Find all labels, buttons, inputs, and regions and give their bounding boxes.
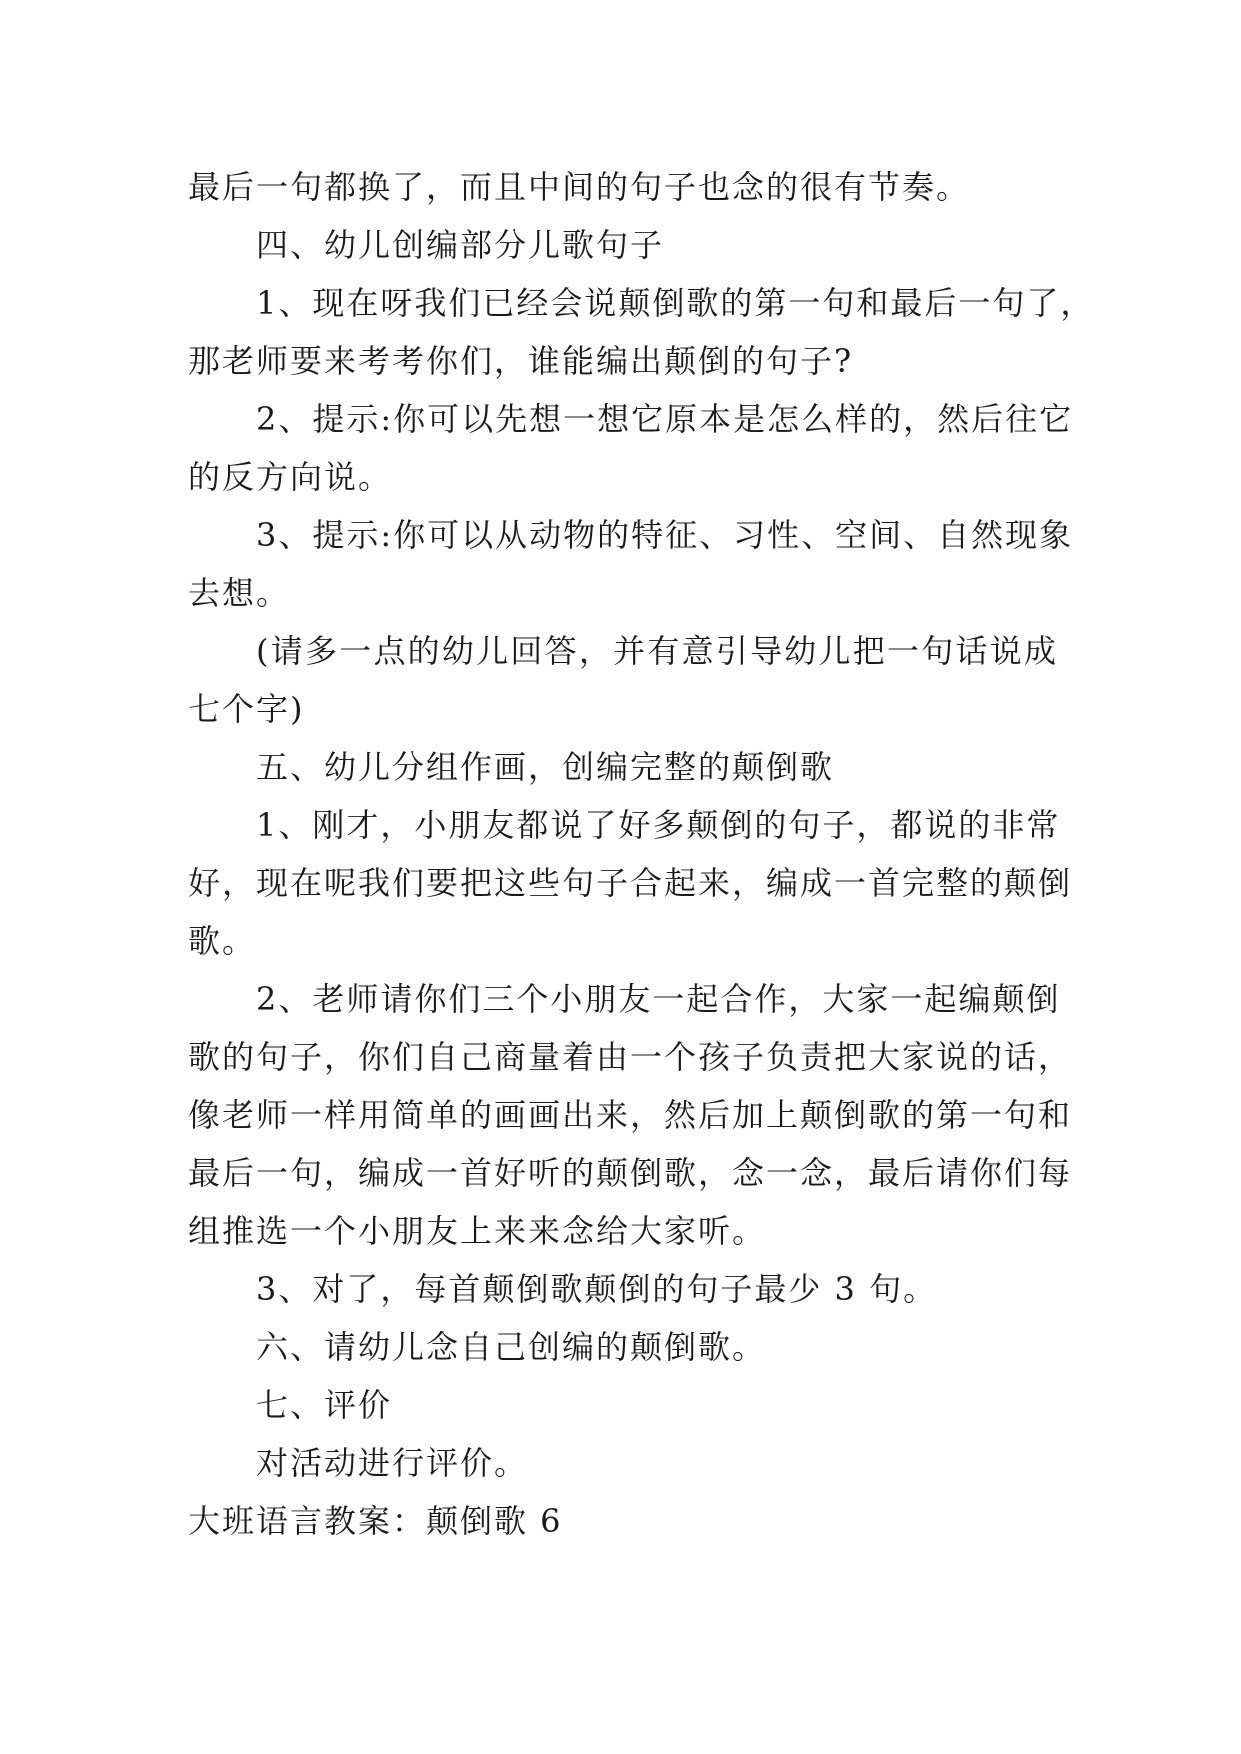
- text-line: 2、老师请你们三个小朋友一起合作，大家一起编颠倒: [256, 980, 1061, 1018]
- text-line: 像老师一样用简单的画画出来，然后加上颠倒歌的第一句和: [188, 1096, 1073, 1134]
- text-line: 3、提示:你可以从动物的特征、习性、空间、自然现象: [256, 516, 1074, 554]
- text-line: 七个字): [188, 690, 305, 728]
- document-body: [188, 158, 1095, 1550]
- text-line: 最后一句，编成一首好听的颠倒歌，念一念，最后请你们每: [188, 1154, 1073, 1192]
- text-line: (请多一点的幼儿回答，并有意引导幼儿把一句话说成: [256, 632, 1058, 670]
- text-line: 歌。: [188, 922, 257, 960]
- section-heading: 五、幼儿分组作画，创编完整的颠倒歌: [256, 748, 835, 786]
- text-line: 的反方向说。: [188, 458, 393, 496]
- text-line: 歌的句子，你们自己商量着由一个孩子负责把大家说的话，: [188, 1038, 1073, 1076]
- text-line: 2、提示:你可以先想一想它原本是怎么样的，然后往它: [256, 400, 1074, 438]
- text-line: 组推选一个小朋友上来来念给大家听。: [188, 1212, 767, 1250]
- text-line: 对活动进行评价。: [256, 1444, 529, 1482]
- text-line: 最后一句都换了，而且中间的句子也念的很有节奏。: [188, 168, 971, 206]
- text-line: 那老师要来考考你们，谁能编出颠倒的句子?: [188, 342, 854, 380]
- text-line: 好，现在呢我们要把这些句子合起来，编成一首完整的颠倒: [188, 864, 1073, 902]
- section-heading: 四、幼儿创编部分儿歌句子: [256, 226, 665, 264]
- text-line: 1、现在呀我们已经会说颠倒歌的第一句和最后一句了，: [256, 284, 1095, 322]
- text-line: 3、对了，每首颠倒歌颠倒的句子最少 3 句。: [256, 1270, 938, 1308]
- text-line: 1、刚才，小朋友都说了好多颠倒的句子，都说的非常: [256, 806, 1061, 844]
- section-heading: 七、评价: [256, 1386, 393, 1424]
- section-heading: 六、请幼儿念自己创编的颠倒歌。: [256, 1328, 767, 1366]
- text-line: 去想。: [188, 574, 291, 612]
- document-title: 大班语言教案：颠倒歌 6: [188, 1502, 563, 1540]
